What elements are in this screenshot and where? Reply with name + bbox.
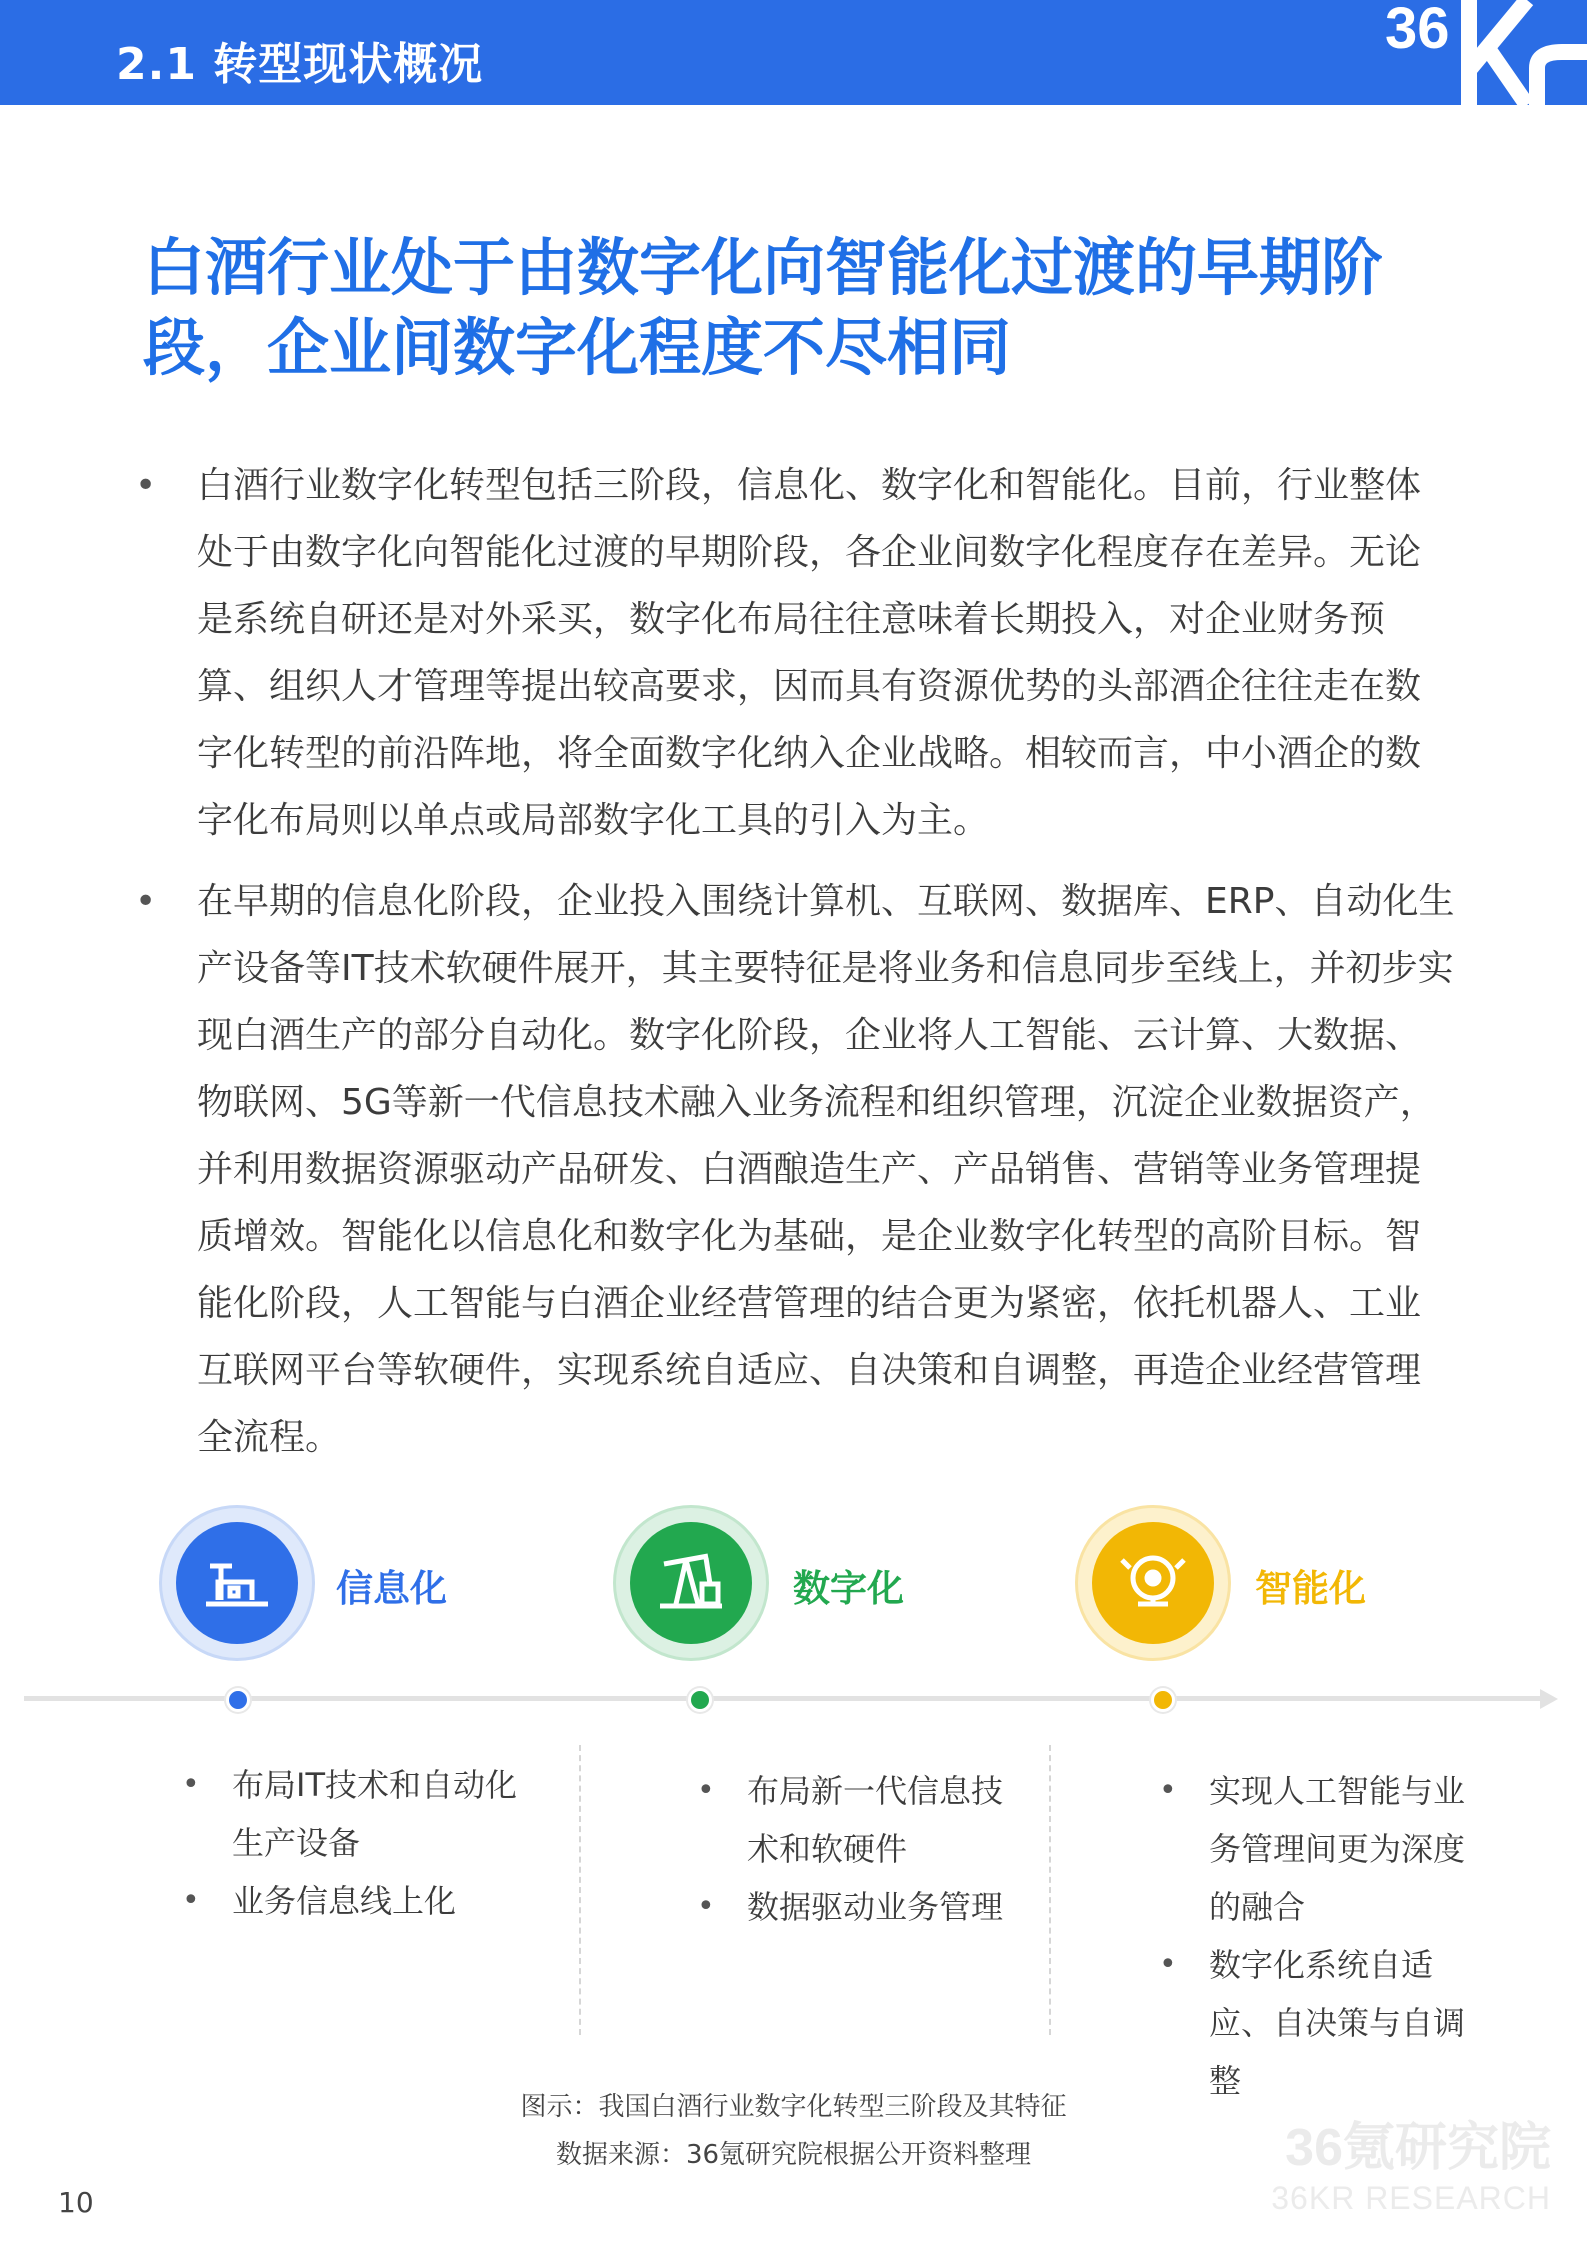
page-title: 白酒行业处于由数字化向智能化过渡的早期阶段，企业间数字化程度不尽相同	[143, 231, 1384, 384]
figure-caption: 图示：我国白酒行业数字化转型三阶段及其特征	[520, 2092, 1067, 2122]
paragraph	[135, 868, 1455, 1471]
36kr-logo	[1377, 0, 1587, 105]
list-item	[1159, 1936, 1489, 2110]
page-number: 10	[58, 2186, 94, 2219]
list-item	[697, 1762, 1017, 1878]
timeline-line	[24, 1696, 1550, 1701]
list-item-text: 布局新一代信息技术和软硬件	[747, 1772, 1004, 1868]
paragraph-text: 在早期的信息化阶段，企业投入围绕计算机、互联网、数据库、ERP、自动化生产设备等IT技术软硬件展开，其主要特征是将业务和信息同步至线上，并初步实现白酒生产的部分自动化。数字化阶段，企业将人工智能、云计算、大数据、物联网、5G等新一代信息技术融入业务流程和组织管理，沉淀企业数据资产，并利用数据资源驱动产品研发、白酒酿造生产、产品销售、营销等业务管理提质增效。智能化以信息化和数字化为基础，是企业数字化转型的高阶目标。智能化阶段，人工智能与白酒企业经营管理的结合更为紧密，依托机器人、工业互联网平台等软硬件，实现系统自适应、自决策和自调整，再造企业经营管理全流程。	[197, 881, 1455, 1458]
list-item-text: 布局IT技术和自动化生产设备	[232, 1766, 517, 1862]
list-item-text: 实现人工智能与业务管理间更为深度的融合	[1209, 1772, 1466, 1926]
stage-list-informatization	[182, 1756, 542, 1930]
stage-icon-intelligentization	[1078, 1508, 1228, 1658]
robot-arm-icon	[1108, 1538, 1198, 1628]
list-item	[182, 1756, 542, 1872]
bullet-icon: •	[1159, 1947, 1177, 1982]
stage-label-digitalization: 数字化	[793, 1567, 904, 1610]
stage-icon-informatization	[162, 1508, 312, 1658]
stage-label-intelligentization: 智能化	[1255, 1567, 1366, 1610]
factory-icon	[192, 1538, 282, 1628]
bullet-icon: •	[135, 465, 157, 506]
list-item	[697, 1878, 1017, 1936]
body-paragraphs	[135, 452, 1455, 1485]
watermark-line2: 36KR RESEARCH	[1271, 2180, 1551, 2216]
column-divider	[1049, 1745, 1051, 2035]
watermark-line1: 36氪研究院	[1285, 2119, 1551, 2177]
timeline-dot-informatization	[226, 1688, 250, 1712]
stage-icon-digitalization	[616, 1508, 766, 1658]
oil-pump-icon	[646, 1538, 736, 1628]
list-item-text: 数字化系统自适应、自决策与自调整	[1209, 1946, 1466, 2100]
timeline-arrow-icon	[1540, 1689, 1558, 1709]
bullet-icon: •	[182, 1883, 200, 1918]
timeline-dot-digitalization	[688, 1688, 712, 1712]
paragraph	[135, 452, 1455, 854]
stage-list-intelligentization	[1159, 1762, 1489, 2110]
list-item-text: 业务信息线上化	[232, 1882, 457, 1920]
section-title: 2.1 转型现状概况	[116, 39, 484, 90]
list-item-text: 数据驱动业务管理	[747, 1888, 1004, 1926]
list-item	[1159, 1762, 1489, 1936]
bullet-icon: •	[135, 881, 157, 922]
svg-text:36: 36	[1385, 0, 1450, 61]
bullet-icon: •	[697, 1773, 715, 1808]
bullet-icon: •	[1159, 1773, 1177, 1808]
bullet-icon: •	[697, 1889, 715, 1924]
column-divider	[579, 1745, 581, 2035]
bullet-icon: •	[182, 1767, 200, 1802]
list-item	[182, 1872, 542, 1930]
stage-label-informatization: 信息化	[336, 1567, 447, 1610]
watermark	[1271, 2118, 1551, 2218]
header-bar	[0, 0, 1587, 105]
timeline-dot-intelligentization	[1151, 1688, 1175, 1712]
paragraph-text: 白酒行业数字化转型包括三阶段，信息化、数字化和智能化。目前，行业整体处于由数字化向智能化过渡的早期阶段，各企业间数字化程度存在差异。无论是系统自研还是对外采买，数字化布局往往意味着长期投入，对企业财务预算、组织人才管理等提出较高要求，因而具有资源优势的头部酒企往往走在数字化转型的前沿阵地，将全面数字化纳入企业战略。相较而言，中小酒企的数字化布局则以单点或局部数字化工具的引入为主。	[197, 465, 1422, 841]
stage-list-digitalization	[697, 1762, 1017, 1936]
figure-source: 数据来源：36氪研究院根据公开资料整理	[555, 2140, 1032, 2170]
